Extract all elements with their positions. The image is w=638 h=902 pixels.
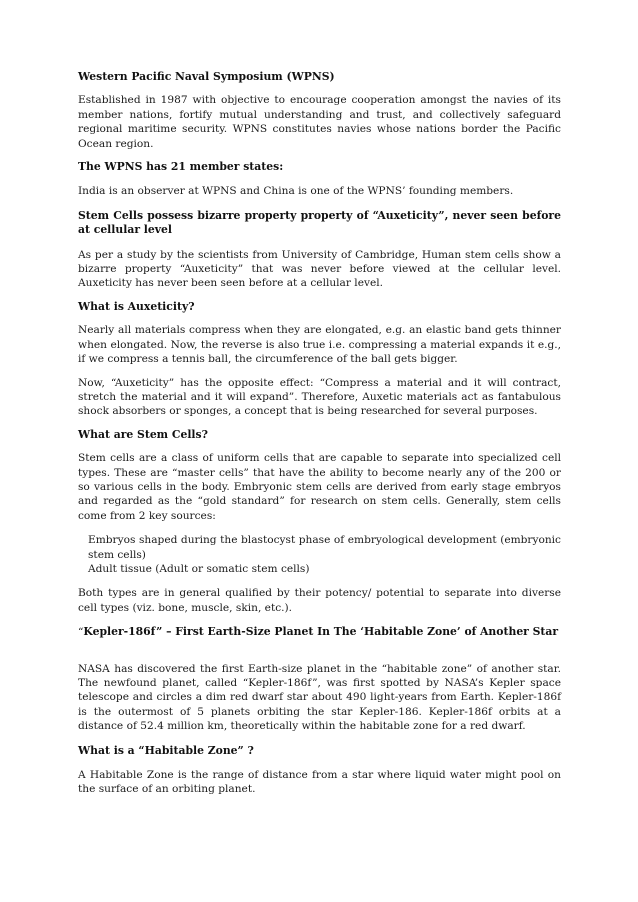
stem-cell-source-embryos: Embryos shaped during the blastocyst phase of embryological development (embryonic stem cells) (88, 534, 561, 561)
kepler-heading-open-quote: “ (78, 626, 84, 639)
wpns-heading: Western Pacific Naval Symposium (WPNS) (78, 70, 335, 83)
stem-cells-heading: Stem Cells possess bizarre property property of “Auxeticity”, never seen before at cellular level (78, 208, 561, 237)
stem-cell-source-adult: Adult tissue (Adult or somatic stem cells) (88, 562, 310, 575)
kepler-heading-text: Kepler-186f” – First Earth-Size Planet In The ‘Habitable Zone’ of Another Star (83, 625, 559, 639)
auxeticity-paragraph-2: Now, “Auxeticity” has the opposite effect: “Compress a material and it will contract, stretch the material and it will expand”. Therefore, Auxetic materials act as fantabulous shock absorbers or sponges, a concept that is being researched for several purposes. (78, 376, 561, 418)
kepler-heading (78, 625, 561, 639)
stem-cells-intro-paragraph: As per a study by the scientists from University of Cambridge, Human stem cells show a bizarre property “Auxeticity” that was never before viewed at the cellular level. Auxeticity has never been seen before at a cellular level. (78, 248, 561, 290)
wpns-members-paragraph: India is an observer at WPNS and China is one of the WPNS’ founding members. (78, 185, 514, 198)
habitable-zone-heading: What is a “Habitable Zone” ? (78, 743, 254, 757)
kepler-intro-paragraph: NASA has discovered the first Earth-size planet in the “habitable zone” of another star. The newfound planet, called “Kepler-186f”, was first spotted by NASA’s Kepler space telescope and circles a dim red dwarf star about 490 light-years from Earth. Kepler-186f is the outermost of 5 planets orbiting the star Kepler-186. Kepler-186f orbits at a distance of 52.4 million km, theoretically within the habitable zone for a red dwarf. (78, 662, 561, 733)
wpns-intro-paragraph: Established in 1987 with objective to encourage cooperation amongst the navies of its member nations, fortify mutual understanding and trust, and collectively safeguard regional maritime security. WPNS constitutes navies whose nations border the Pacific Ocean region. (78, 94, 561, 150)
document-page (78, 70, 561, 797)
wpns-members-heading: The WPNS has 21 member states: (78, 160, 284, 174)
stem-cells-types-paragraph: Both types are in general qualified by their potency/ potential to separate into diverse cell types (viz. bone, muscle, skin, etc.). (78, 587, 561, 614)
auxeticity-heading: What is Auxeticity? (78, 299, 195, 313)
what-are-stem-cells-heading: What are Stem Cells? (78, 427, 208, 441)
auxeticity-paragraph-1: Nearly all materials compress when they are elongated, e.g. an elastic band gets thinner when elongated. Now, the reverse is also true i.e. compressing a material expands it e.g., if we compress a tennis ball, the circumference of the ball gets bigger. (78, 324, 561, 366)
habitable-zone-paragraph: A Habitable Zone is the range of distance from a star where liquid water might pool on the surface of an orbiting planet. (78, 769, 561, 796)
stem-cells-definition-paragraph: Stem cells are a class of uniform cells that are capable to separate into specialized cell types. These are “master cells” that have the ability to become nearly any of the 200 or so various cells in the body. Embryonic stem cells are derived from early stage embryos and regarded as the “gold standard” for research on stem cells. Generally, stem cells come from 2 key sources: (78, 452, 561, 522)
